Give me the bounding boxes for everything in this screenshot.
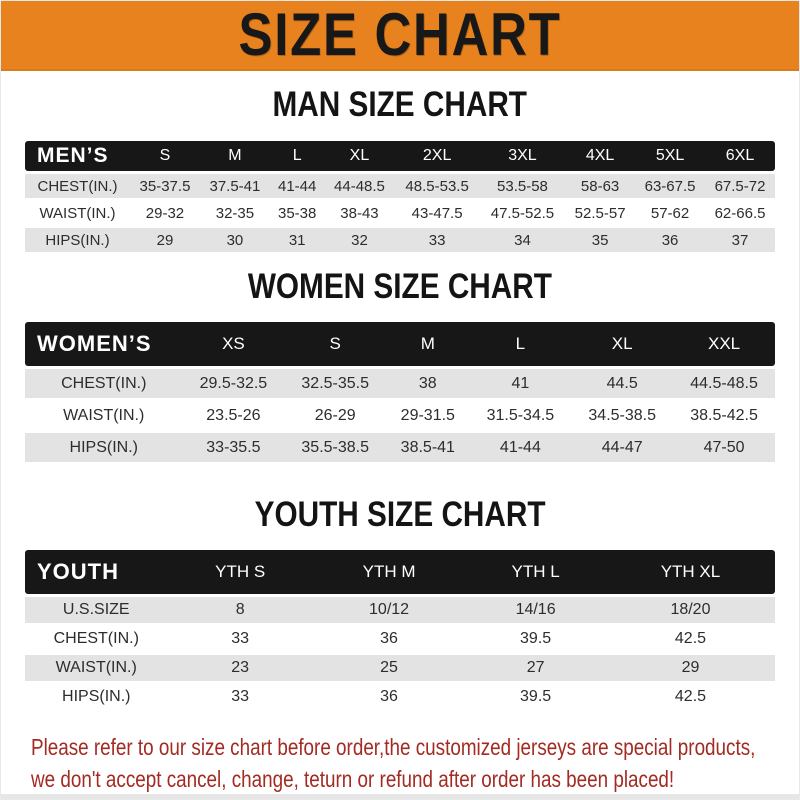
- women-size-header: XL: [571, 322, 673, 366]
- size-value: 38-43: [324, 201, 394, 225]
- women-heading-text: WOMEN SIZE CHART: [247, 267, 553, 306]
- size-value: 53.5-58: [480, 174, 565, 198]
- man-heading-text: MAN SIZE CHART: [272, 85, 528, 124]
- bottom-border-strip: [1, 794, 799, 799]
- size-value: 38: [386, 369, 469, 398]
- banner-title: SIZE CHART: [238, 1, 562, 68]
- size-value: 18/20: [606, 597, 775, 623]
- youth-section-heading: [1, 497, 799, 533]
- size-value: 10/12: [313, 597, 465, 623]
- women-size-header: XS: [183, 322, 285, 366]
- measure-label: HIPS(IN.): [25, 228, 130, 252]
- table-row: [25, 228, 775, 252]
- men-corner-label: MEN’S: [25, 141, 130, 171]
- men-size-table: [25, 138, 775, 255]
- measure-label: CHEST(IN.): [25, 174, 130, 198]
- size-value: 41: [469, 369, 571, 398]
- size-value: 31.5-34.5: [469, 401, 571, 430]
- size-value: 35-38: [270, 201, 325, 225]
- youth-size-header: YTH XL: [606, 550, 775, 594]
- table-row: [25, 174, 775, 198]
- size-value: 26-29: [284, 401, 386, 430]
- size-value: 36: [313, 626, 465, 652]
- size-value: 35-37.5: [130, 174, 200, 198]
- men-header-row: [25, 141, 775, 171]
- measure-label: CHEST(IN.): [25, 369, 183, 398]
- measure-label: CHEST(IN.): [25, 626, 168, 652]
- women-size-table: [25, 319, 775, 465]
- size-value: 42.5: [606, 626, 775, 652]
- size-value: 39.5: [465, 626, 606, 652]
- youth-corner-label: YOUTH: [25, 550, 168, 594]
- size-value: 44-47: [571, 433, 673, 462]
- size-value: 47.5-52.5: [480, 201, 565, 225]
- measure-label: WAIST(IN.): [25, 201, 130, 225]
- size-value: 29-32: [130, 201, 200, 225]
- size-value: 35: [565, 228, 635, 252]
- size-value: 33-35.5: [183, 433, 285, 462]
- size-value: 44.5: [571, 369, 673, 398]
- size-value: 33: [168, 626, 313, 652]
- size-value: 62-66.5: [705, 201, 775, 225]
- table-row: [25, 201, 775, 225]
- size-value: 38.5-41: [386, 433, 469, 462]
- table-row: [25, 684, 775, 710]
- measure-label: U.S.SIZE: [25, 597, 168, 623]
- table-row: [25, 626, 775, 652]
- size-value: 30: [200, 228, 270, 252]
- youth-header-row: [25, 550, 775, 594]
- table-row: [25, 655, 775, 681]
- measure-label: WAIST(IN.): [25, 655, 168, 681]
- size-value: 29-31.5: [386, 401, 469, 430]
- table-row: [25, 433, 775, 462]
- youth-size-header: YTH L: [465, 550, 606, 594]
- men-size-header: 6XL: [705, 141, 775, 171]
- size-value: 37.5-41: [200, 174, 270, 198]
- women-size-header: L: [469, 322, 571, 366]
- measure-label: HIPS(IN.): [25, 433, 183, 462]
- size-value: 33: [394, 228, 479, 252]
- youth-size-header: YTH M: [313, 550, 465, 594]
- size-value: 41-44: [469, 433, 571, 462]
- size-value: 47-50: [673, 433, 775, 462]
- size-value: 36: [313, 684, 465, 710]
- size-value: 23.5-26: [183, 401, 285, 430]
- size-value: 32.5-35.5: [284, 369, 386, 398]
- size-value: 36: [635, 228, 705, 252]
- size-value: 58-63: [565, 174, 635, 198]
- size-value: 44-48.5: [324, 174, 394, 198]
- size-value: 41-44: [270, 174, 325, 198]
- size-value: 38.5-42.5: [673, 401, 775, 430]
- man-section-heading: [1, 87, 799, 123]
- size-value: 48.5-53.5: [394, 174, 479, 198]
- women-header-row: [25, 322, 775, 366]
- women-size-header: M: [386, 322, 469, 366]
- men-size-header: XL: [324, 141, 394, 171]
- disclaimer-note: [1, 731, 799, 795]
- size-value: 23: [168, 655, 313, 681]
- size-value: 32-35: [200, 201, 270, 225]
- size-value: 35.5-38.5: [284, 433, 386, 462]
- men-size-header: 3XL: [480, 141, 565, 171]
- table-row: [25, 401, 775, 430]
- women-size-header: S: [284, 322, 386, 366]
- men-size-header: S: [130, 141, 200, 171]
- size-value: 39.5: [465, 684, 606, 710]
- size-value: 8: [168, 597, 313, 623]
- size-value: 57-62: [635, 201, 705, 225]
- size-value: 34: [480, 228, 565, 252]
- size-value: 34.5-38.5: [571, 401, 673, 430]
- disclaimer-line-2: we don't accept cancel, change, teturn or refund after order has been placed!: [31, 766, 675, 792]
- size-value: 43-47.5: [394, 201, 479, 225]
- men-size-header: M: [200, 141, 270, 171]
- women-corner-label: WOMEN’S: [25, 322, 183, 366]
- size-value: 67.5-72: [705, 174, 775, 198]
- size-value: 27: [465, 655, 606, 681]
- measure-label: WAIST(IN.): [25, 401, 183, 430]
- size-value: 14/16: [465, 597, 606, 623]
- size-value: 44.5-48.5: [673, 369, 775, 398]
- measure-label: HIPS(IN.): [25, 684, 168, 710]
- size-value: 33: [168, 684, 313, 710]
- women-section-heading: [1, 269, 799, 305]
- size-value: 29.5-32.5: [183, 369, 285, 398]
- youth-size-header: YTH S: [168, 550, 313, 594]
- women-size-header: XXL: [673, 322, 775, 366]
- men-size-header: 2XL: [394, 141, 479, 171]
- size-chart-banner: [1, 1, 799, 71]
- size-value: 29: [130, 228, 200, 252]
- size-value: 25: [313, 655, 465, 681]
- men-size-header: 4XL: [565, 141, 635, 171]
- size-value: 52.5-57: [565, 201, 635, 225]
- table-row: [25, 369, 775, 398]
- size-value: 31: [270, 228, 325, 252]
- disclaimer-line-1: Please refer to our size chart before order,the customized jerseys are special products,: [31, 734, 756, 760]
- size-value: 63-67.5: [635, 174, 705, 198]
- size-value: 32: [324, 228, 394, 252]
- table-row: [25, 597, 775, 623]
- size-value: 29: [606, 655, 775, 681]
- youth-size-table: [25, 547, 775, 713]
- size-value: 37: [705, 228, 775, 252]
- men-size-header: 5XL: [635, 141, 705, 171]
- men-size-header: L: [270, 141, 325, 171]
- youth-heading-text: YOUTH SIZE CHART: [254, 495, 546, 534]
- size-value: 42.5: [606, 684, 775, 710]
